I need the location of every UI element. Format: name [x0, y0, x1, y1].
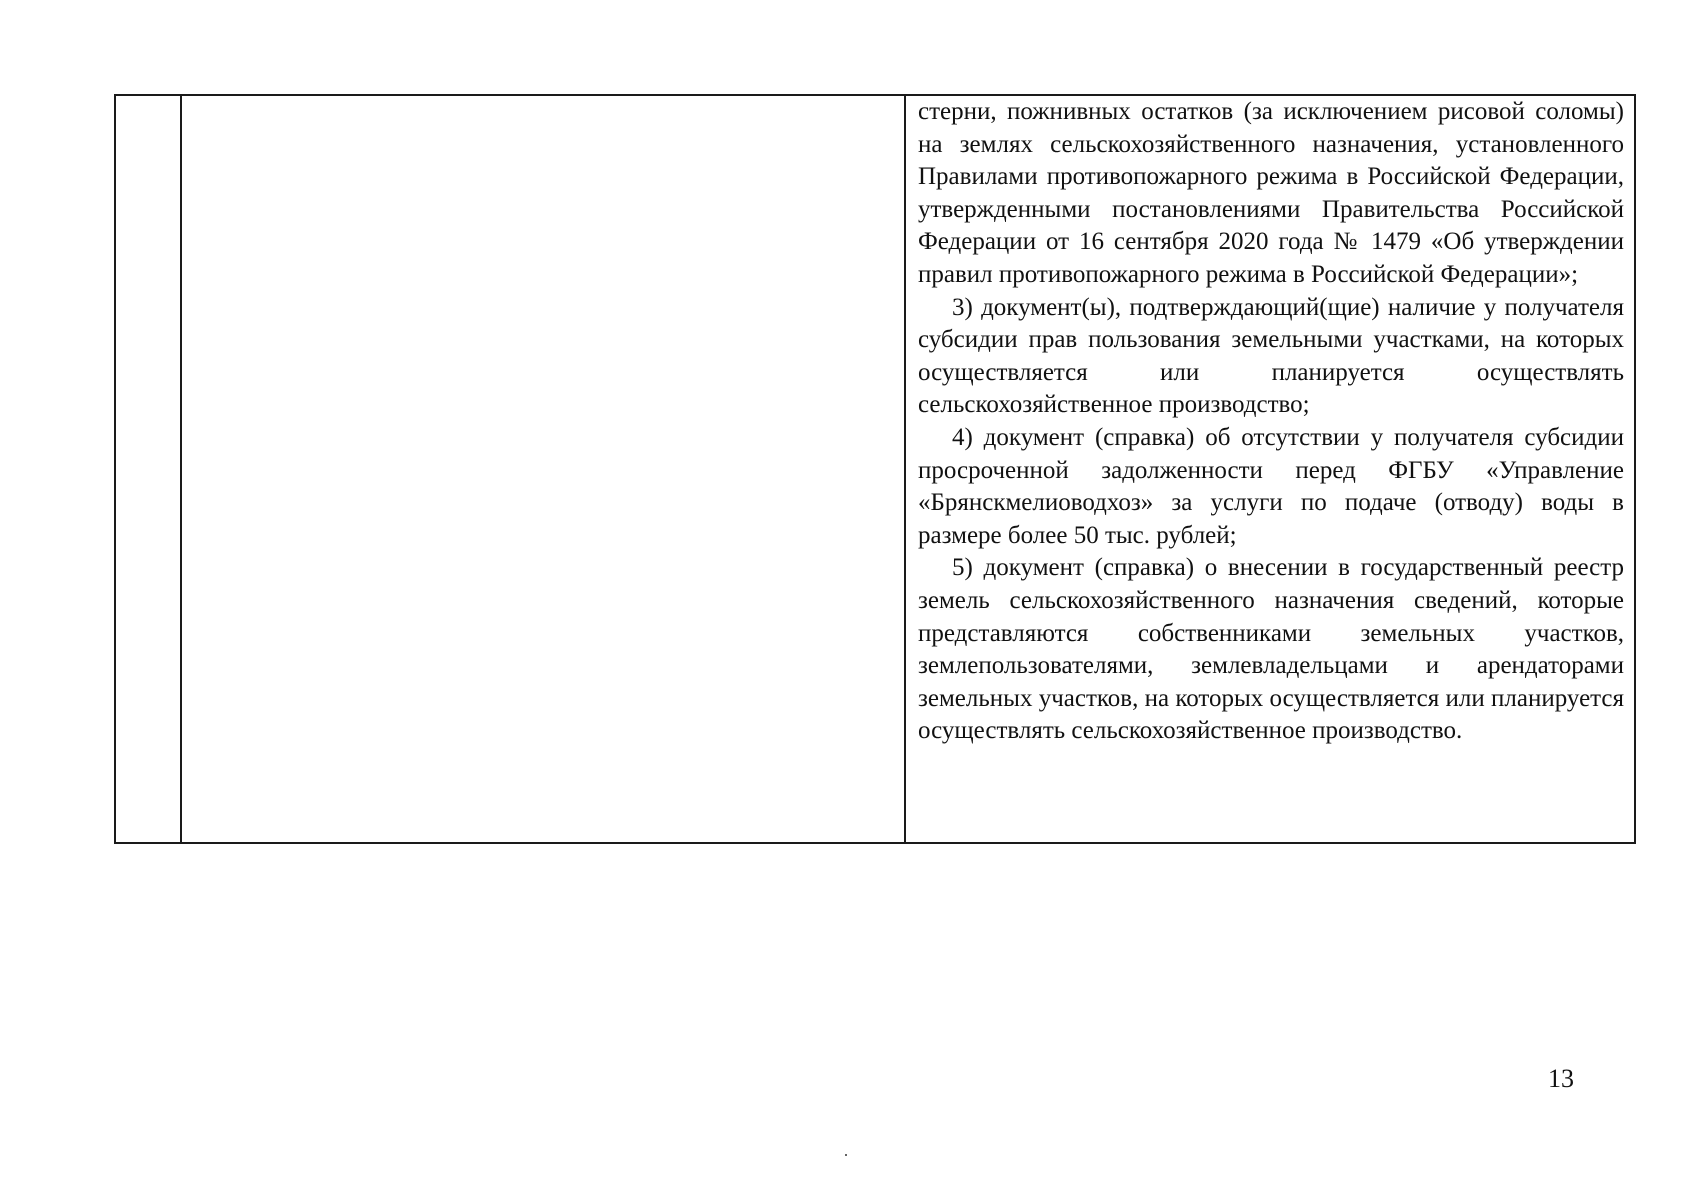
- document-table: [114, 94, 1636, 844]
- paragraph-item-5: 5) документ (справка) о внесении в государственный реестр земель сельскохозяйственного назначения сведений, которые представляются собственниками земельных участков, землепользователями, землевладельцами и арендаторами земельных участков, на которых осуществляется или планируется осуществлять сельскохозяйственное производство.: [918, 554, 1624, 745]
- scan-artifact-dot: [845, 1154, 847, 1156]
- table-cell-name: [182, 96, 906, 842]
- paragraph-continuation: стерни, пожнивных остатков (за исключением рисовой соломы) на землях сельскохозяйственного назначения, установленного Правилами противопожарного режима в Российской Федерации, утвержденными постановлениями Правительства Российской Федерации от 16 сентября 2020 года № 1479 «Об утверждении правил противопожарного режима в Российской Федерации»;: [918, 98, 1624, 288]
- paragraph-item-3: 3) документ(ы), подтверждающий(щие) наличие у получателя субсидии прав пользования земельными участками, на которых осуществляется или планируется осуществлять сельскохозяйственное производство;: [918, 293, 1624, 419]
- paragraph-item-4: 4) документ (справка) об отсутствии у получателя субсидии просроченной задолженности перед ФГБУ «Управление «Брянскмелиоводхоз» за услуги по подаче (отводу) воды в размере более 50 тыс. рублей;: [918, 423, 1624, 549]
- page-number: 13: [1548, 1064, 1574, 1093]
- table-cell-documents: [906, 96, 1634, 842]
- table-cell-number: [116, 96, 182, 842]
